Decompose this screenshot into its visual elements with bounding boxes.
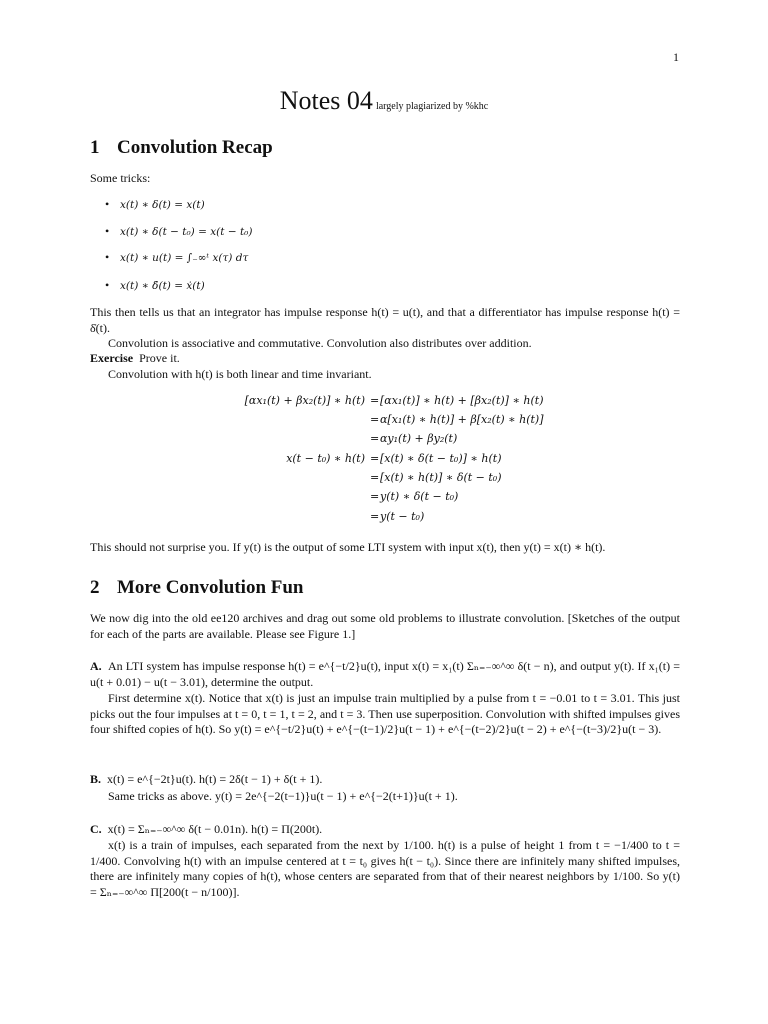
title-subtitle: largely plagiarized by %khc: [375, 101, 489, 112]
exercise-text: Prove it.: [139, 351, 180, 365]
equation-row: = y(t) ∗ δ(t − t₀): [370, 490, 459, 503]
problem-c-statement: C. x(t) = Σₙ₌₋∞^∞ δ(t − 0.01n). h(t) = Π(200t).: [90, 822, 323, 836]
section-number: 1: [90, 137, 100, 158]
paragraph-associative: Convolution is associative and commutative. Convolution also distributes over addition.: [108, 336, 532, 350]
paragraph-linear-ti: Convolution with h(t) is both linear and time invariant.: [108, 367, 372, 381]
title-main: Notes 04: [279, 86, 373, 115]
problem-b-statement: B. x(t) = e^{−2t}u(t). h(t) = 2δ(t − 1) + δ(t + 1).: [90, 772, 323, 786]
section-number: 2: [90, 577, 100, 598]
section-1-heading: [90, 137, 273, 159]
problem-a-statement: A. An LTI system has impulse response h(t) = e^{−t/2}u(t), input x(t) = x₁(t) Σₙ₌₋∞^∞ δ(t − n), and output y(t). If x₁(t) = u(t + 0.01) − u(t − 3.01), determine the output.: [90, 659, 681, 689]
section-1-intro: Some tricks:: [90, 171, 151, 185]
problem-b-solution: Same tricks as above. y(t) = 2e^{−2(t−1)}u(t − 1) + e^{−2(t+1)}u(t + 1).: [108, 789, 458, 803]
document-title: [0, 86, 768, 116]
paragraph-lti-output: This should not surprise you. If y(t) is the output of some LTI system with input x(t), then y(t) = x(t) ∗ h(t).: [90, 540, 606, 554]
section-2-heading: [90, 577, 304, 599]
list-item: • x(t) ∗ u(t) = ∫₋∞ᵗ x(τ) dτ: [105, 250, 249, 264]
section-2-intro: We now dig into the old ee120 archives and drag out some old problems to illustrate convolution. [Sketches of the output for each of the parts are available. Please see Figure 1.]: [90, 611, 680, 641]
problem-a-solution: First determine x(t). Notice that x(t) is just an impulse train multiplied by a pulse from t = −0.01 to t = 3.01. This just picks out the four impulses at t = 0, t = 1, t = 2, and t = 3. Then use superposition. Convolution with shifted impulses gives four shifted copies of h(t). So y(t) = e^{−t/2}u(t) + e^{−(t−1)/2}u(t − 1) + e^{−(t−2)/2}u(t − 2) + e^{−(t−3)/2}u(t − 3).: [90, 691, 680, 736]
paragraph-impulse-response: This then tells us that an integrator has impulse response h(t) = u(t), and that a differentiator has impulse response h(t) = δ̇(t).: [90, 305, 680, 335]
list-item: • x(t) ∗ δ(t − t₀) = x(t − t₀): [105, 224, 253, 238]
list-item: • x(t) ∗ δ̇(t) = ẋ(t): [105, 278, 205, 292]
list-item: • x(t) ∗ δ(t) = x(t): [105, 197, 205, 211]
exercise-line: [90, 351, 680, 367]
equation-row: x(t − t₀) ∗ h(t) = [x(t) ∗ δ(t − t₀)] ∗ h(t): [286, 452, 502, 465]
equation-row: = α[x₁(t) ∗ h(t)] + β[x₂(t) ∗ h(t)]: [370, 413, 544, 426]
equation-row: = y(t − t₀): [370, 510, 425, 523]
equation-row: = αy₁(t) + βy₂(t): [370, 432, 458, 445]
equation-row: = [x(t) ∗ h(t)] ∗ δ(t − t₀): [370, 471, 502, 484]
problem-c-solution: x(t) is a train of impulses, each separated from the next by 1/100. h(t) is a pulse of height 1 from t = −1/400 to t = 1/400. Convolving h(t) with an impulse centered at t = t₀ gives h(t − t₀). Since there are infinitely many shifted impulses, there are infinitely many copies of h(t), whose centers are separated from that of their nearest neighbors by 1/100. So y(t) = Σₙ₌₋∞^∞ Π[200(t − n/100)].: [90, 838, 680, 899]
page-number: 1: [673, 50, 679, 64]
section-title: Convolution Recap: [117, 137, 273, 158]
section-title: More Convolution Fun: [117, 577, 304, 598]
exercise-label: Exercise: [90, 351, 134, 365]
equation-row: [αx₁(t) + βx₂(t)] ∗ h(t) = [αx₁(t)] ∗ h(t) + [βx₂(t)] ∗ h(t): [244, 394, 544, 407]
